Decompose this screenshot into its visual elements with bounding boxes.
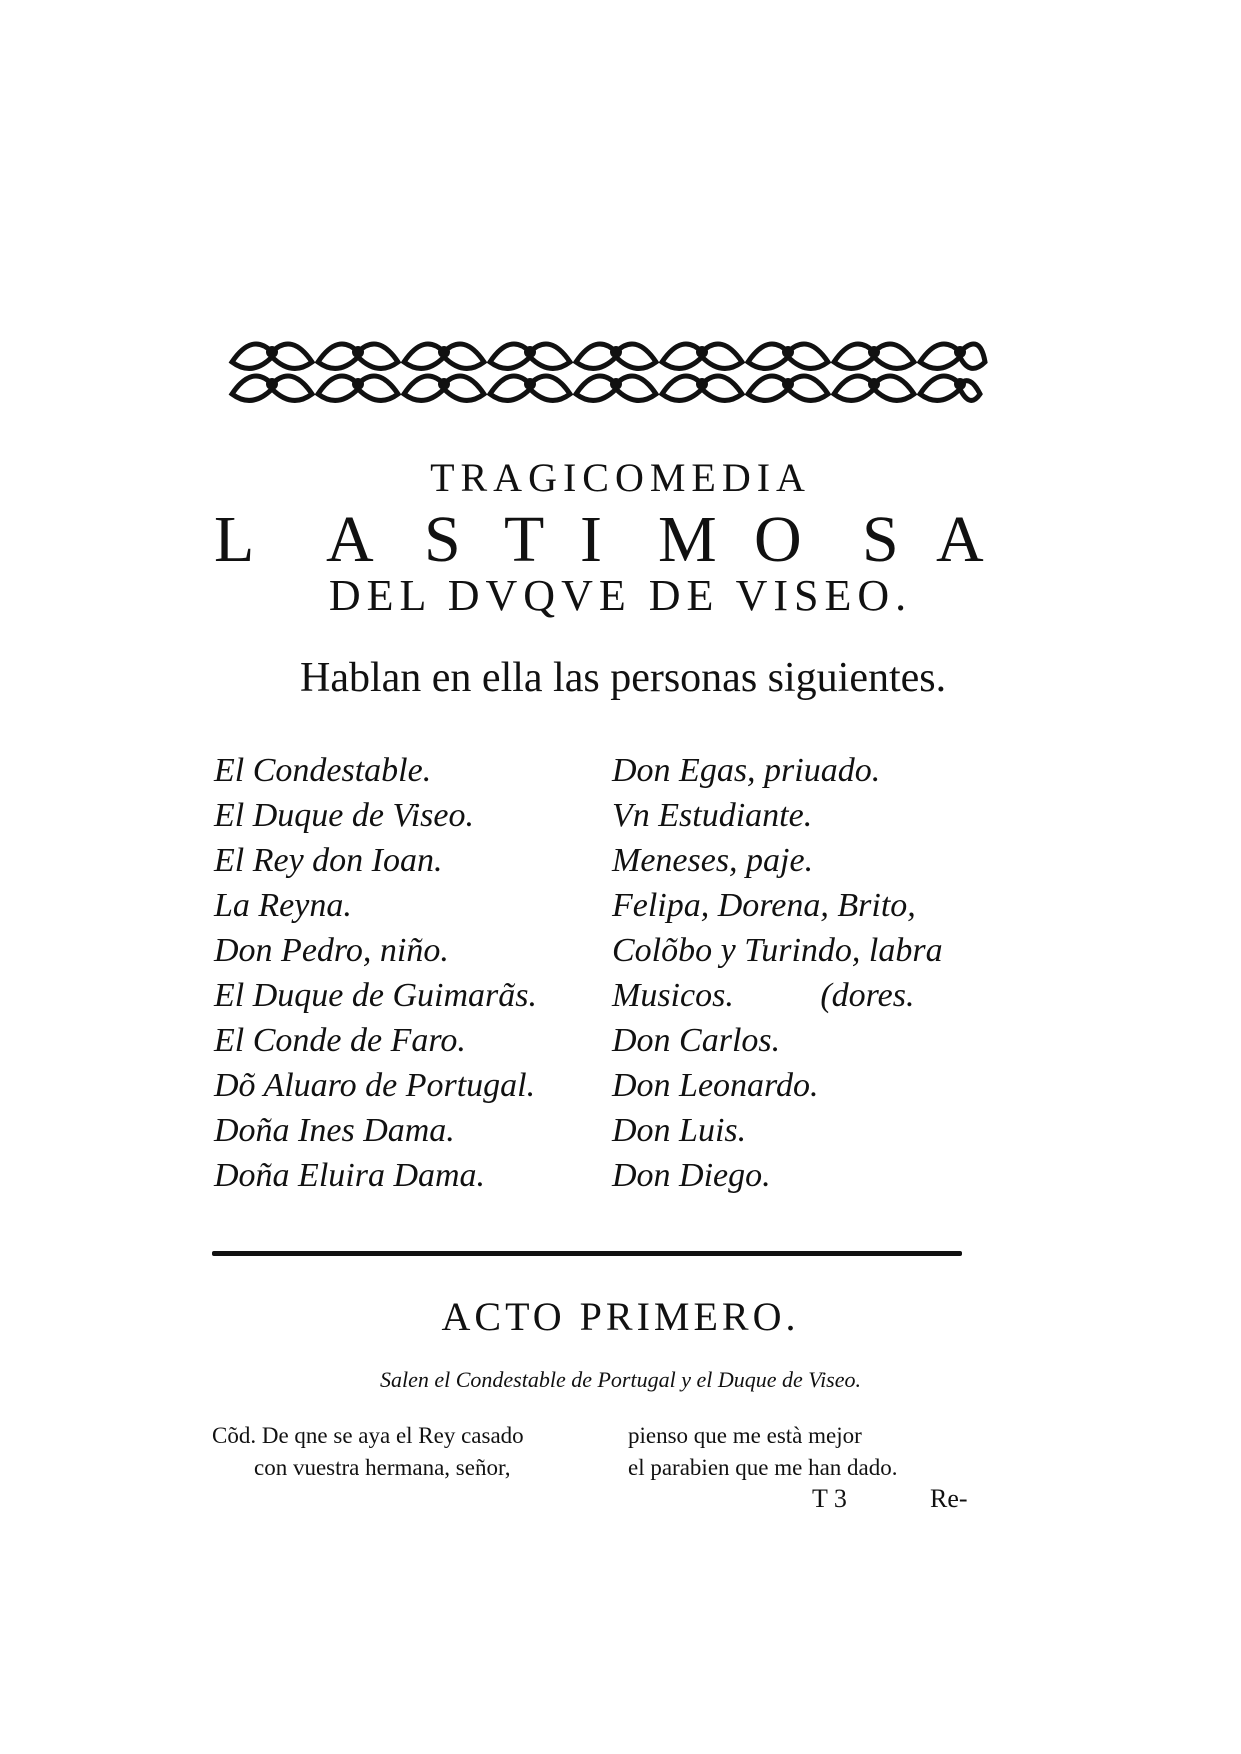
title-letter: A [326,503,374,576]
verse-column-right [628,1420,898,1484]
cast-list-left [214,748,594,1198]
cast-item: Meneses, paje. [612,842,814,879]
cast-item: Don Luis. [612,1112,747,1149]
cast-list-right [612,748,1012,1198]
cast-item: El Duque de Viseo. [214,797,474,834]
divider-rule [212,1251,962,1256]
title-letter: M [658,503,717,576]
title-letter: T [504,503,545,576]
cast-item-row [612,973,1012,1018]
ornamental-border [222,322,988,414]
title-letter: S [862,503,899,576]
cast-item: Doña Ines Dama. [214,1112,455,1149]
stage-direction: Salen el Condestable de Portugal y el Duque de Viseo. [379,1367,862,1392]
cast-item: Felipa, Dorena, Brito, [612,887,916,924]
verse-line: Cõd. De qne se aya el Rey casado [212,1423,524,1448]
title-letter: S [424,503,461,576]
cast-item: Don Egas, priuado. [612,752,881,789]
title-letter: A [936,503,984,576]
catchword: Re- [930,1484,968,1513]
cast-item: El Conde de Faro. [214,1022,466,1059]
title-letter: O [754,503,802,576]
signature-mark: T 3 [812,1484,847,1513]
cast-item: Doña Eluira Dama. [214,1157,486,1194]
cast-item: Don Carlos. [612,1022,781,1059]
cast-item: La Reyna. [214,887,352,924]
verse-line: con vuestra hermana, señor, [254,1455,511,1480]
verse-line: pienso que me està mejor [628,1423,862,1448]
cast-item: El Rey don Ioan. [214,842,443,879]
cast-item: Colõbo y Turindo, labra [612,932,943,969]
cast-item: El Condestable. [214,752,432,789]
act-heading: ACTO PRIMERO. [441,1294,800,1339]
cast-item: Musicos. [612,977,734,1014]
title-line-tragicomedia: TRAGICOMEDIA [430,455,811,500]
cast-item: Vn Estudiante. [612,797,813,834]
cast-item-continuation: (dores. [820,977,915,1014]
title-letter: L [214,503,255,576]
verse-line: el parabien que me han dado. [628,1455,898,1480]
cast-item: Don Leonardo. [612,1067,819,1104]
cast-item: El Duque de Guimarãs. [214,977,537,1014]
title-line-del-duque: DEL DVQVE DE VISEO. [328,571,913,620]
dramatis-personae-heading: Hablan en ella las personas siguientes. [300,655,947,701]
title-letter: I [580,503,602,576]
cast-item: Don Pedro, niño. [214,932,449,969]
verse-column-left [212,1420,524,1484]
cast-item: Dõ Aluaro de Portugal. [214,1067,536,1104]
cast-item: Don Diego. [612,1157,771,1194]
